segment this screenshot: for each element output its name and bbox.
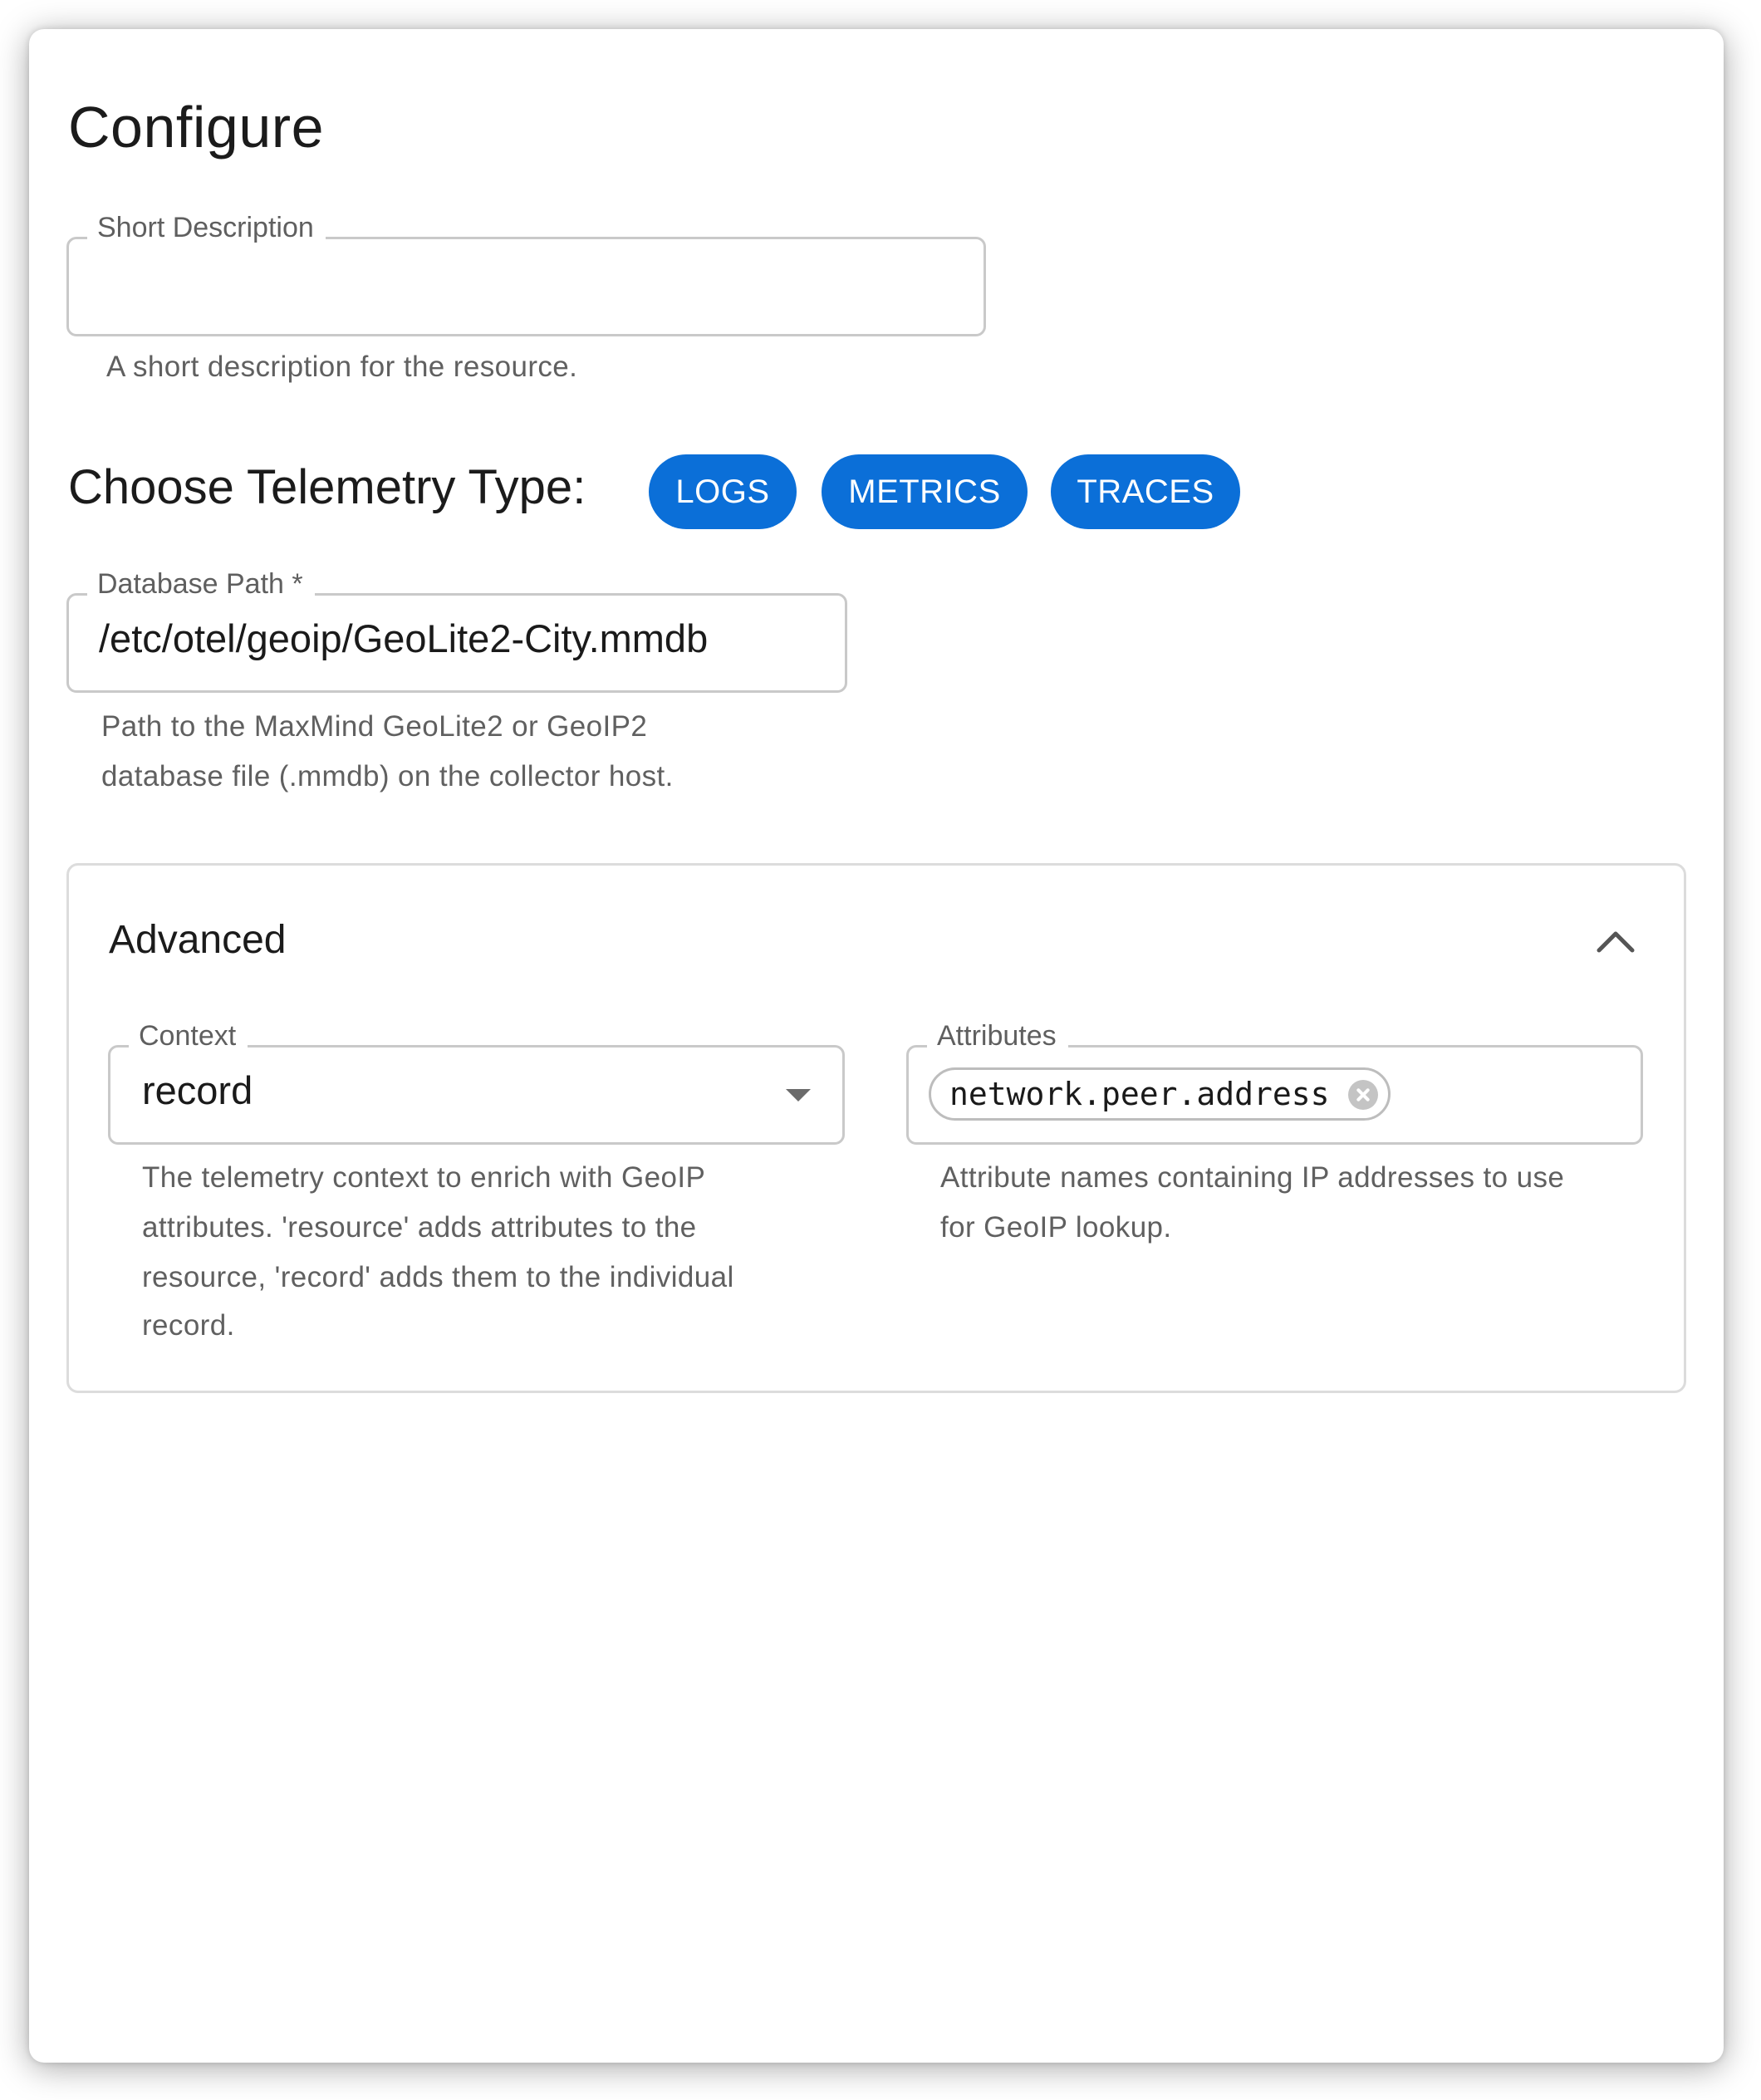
short-description-field[interactable] bbox=[66, 212, 986, 336]
database-path-label: Database Path * bbox=[87, 567, 315, 601]
dropdown-arrow-icon[interactable] bbox=[786, 1089, 811, 1102]
attribute-tag bbox=[929, 1067, 1391, 1121]
attributes-label: Attributes bbox=[927, 1019, 1068, 1052]
context-helper-line2: attributes. 'resource' adds attributes to the bbox=[142, 1211, 697, 1244]
attributes-input[interactable] bbox=[906, 1020, 1643, 1145]
telemetry-logs-button[interactable]: LOGS bbox=[649, 454, 797, 529]
short-description-label: Short Description bbox=[87, 211, 326, 244]
database-path-value: /etc/otel/geoip/GeoLite2-City.mmdb bbox=[99, 616, 709, 660]
context-helper-line4: record. bbox=[142, 1309, 235, 1342]
configure-card bbox=[29, 29, 1724, 2063]
database-path-helper-line1: Path to the MaxMind GeoLite2 or GeoIP2 bbox=[101, 710, 648, 743]
advanced-section bbox=[66, 863, 1686, 1393]
attribute-tag-label: network.peer.address bbox=[949, 1076, 1330, 1112]
attributes-helper-line2: for GeoIP lookup. bbox=[940, 1211, 1172, 1244]
database-path-field[interactable] bbox=[66, 568, 847, 693]
context-helper-line1: The telemetry context to enrich with GeoIP bbox=[142, 1161, 706, 1194]
chevron-up-icon[interactable] bbox=[1596, 929, 1636, 954]
page-title: Configure bbox=[68, 95, 325, 159]
advanced-section-title: Advanced bbox=[109, 918, 287, 962]
remove-tag-icon[interactable] bbox=[1348, 1080, 1378, 1110]
context-helper-line3: resource, 'record' adds them to the individual bbox=[142, 1261, 734, 1293]
telemetry-type-heading: Choose Telemetry Type: bbox=[68, 460, 586, 514]
advanced-section-header[interactable] bbox=[69, 866, 1684, 1023]
context-select[interactable] bbox=[108, 1020, 845, 1145]
telemetry-metrics-button[interactable]: METRICS bbox=[822, 454, 1028, 529]
telemetry-traces-button[interactable]: TRACES bbox=[1051, 454, 1240, 529]
short-description-helper: A short description for the resource. bbox=[106, 351, 578, 383]
attributes-helper-line1: Attribute names containing IP addresses to use bbox=[940, 1161, 1565, 1194]
database-path-helper-line2: database file (.mmdb) on the collector host. bbox=[101, 760, 674, 792]
context-value: record bbox=[142, 1068, 253, 1112]
context-label: Context bbox=[129, 1019, 248, 1052]
